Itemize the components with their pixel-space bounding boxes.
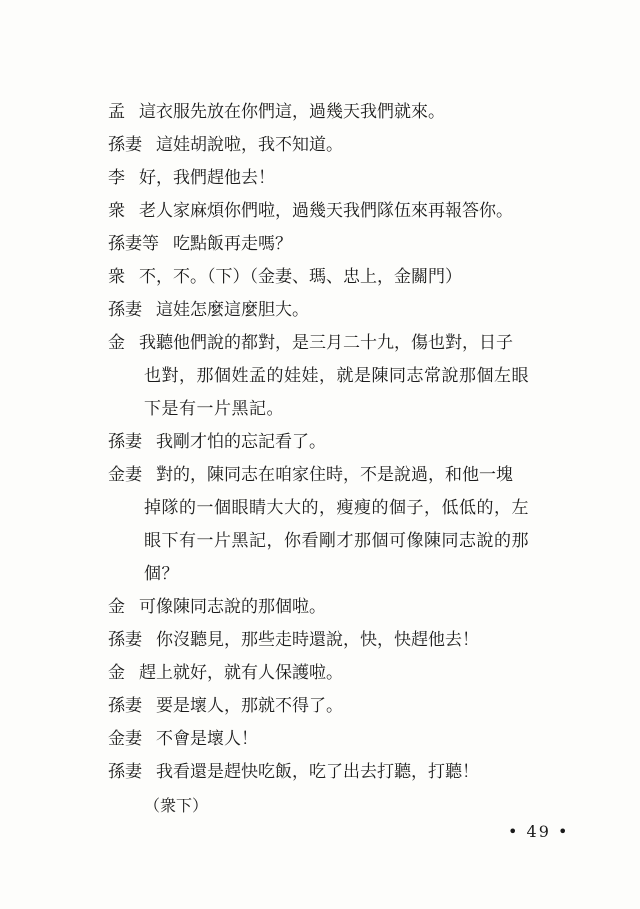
speaker-name: 衆	[108, 267, 125, 287]
speech-text: 可像陳同志說的那個啦。	[139, 597, 326, 617]
speaker-name: 孟	[108, 102, 125, 122]
speaker-name: 衆	[108, 201, 125, 221]
speech-continuation: 掉隊的一個眼睛大大的，瘦瘦的個子，低低的，左	[144, 498, 529, 518]
speaker-name: 金	[108, 663, 125, 683]
speaker-name: 孫妻	[108, 630, 142, 650]
dialogue-line	[108, 426, 598, 459]
speech-text: 這衣服先放在你們這，過幾天我們就來。	[139, 102, 445, 122]
speech-text: 吃點飯再走嗎？	[173, 234, 292, 254]
dialogue-line	[108, 657, 598, 690]
dialogue-line	[108, 228, 598, 261]
speech-text: 要是壞人，那就不得了。	[156, 696, 343, 716]
dialogue-line	[108, 459, 598, 492]
speech-text: 好，我們趕他去！	[139, 168, 275, 188]
speech-text: 這娃怎麼這麼胆大。	[156, 300, 309, 320]
speech-text: 這娃胡說啦，我不知道。	[156, 135, 343, 155]
speech-continuation: 也對，那個姓孟的娃娃，就是陳同志常說那個左眼	[144, 366, 529, 386]
page-number: • 49 •	[508, 822, 570, 841]
speaker-name: 孫妻等	[108, 234, 159, 254]
speech-text: 老人家麻煩你們啦，過幾天我們隊伍來再報答你。	[139, 201, 513, 221]
dialogue-line	[108, 723, 598, 756]
dialogue-line	[108, 195, 598, 228]
dialogue-line	[108, 591, 598, 624]
dialogue-line	[108, 756, 598, 789]
speech-text: 不，不。（下）（金妻、瑪、忠上，金關門）	[139, 267, 462, 287]
dialogue-line	[108, 261, 598, 294]
speech-continuation: 下是有一片黑記。	[144, 399, 284, 419]
speaker-name: 李	[108, 168, 125, 188]
speaker-name: 孫妻	[108, 432, 142, 452]
speaker-name: 孫妻	[108, 300, 142, 320]
speaker-name: 孫妻	[108, 696, 142, 716]
speech-text: 對的，陳同志在咱家住時，不是說過，和他一塊	[156, 465, 513, 485]
script-text	[108, 96, 598, 822]
dialogue-line	[108, 96, 598, 129]
stage-direction: （衆下）	[144, 796, 209, 815]
dialogue-line	[108, 624, 598, 657]
speech-text: 不會是壞人！	[156, 729, 258, 749]
dialogue-line	[108, 690, 598, 723]
dialogue-line	[108, 162, 598, 195]
speaker-name: 金	[108, 333, 125, 353]
speech-continuation: 個？	[144, 564, 179, 584]
speaker-name: 金妻	[108, 465, 142, 485]
speech-continuation: 眼下有一片黑記，你看剛才那個可像陳同志說的那	[144, 531, 529, 551]
speech-text: 我看還是趕快吃飯，吃了出去打聽，打聽！	[156, 762, 479, 782]
speaker-name: 孫妻	[108, 135, 142, 155]
speech-text: 我剛才怕的忘記看了。	[156, 432, 326, 452]
speech-text: 你沒聽見，那些走時還說，快，快趕他去！	[156, 630, 479, 650]
speaker-name: 孫妻	[108, 762, 142, 782]
speech-text: 我聽他們說的都對，是三月二十九，傷也對，日子	[139, 333, 513, 353]
speech-text: 趕上就好，就有人保護啦。	[139, 663, 343, 683]
speaker-name: 金妻	[108, 729, 142, 749]
dialogue-line	[108, 294, 598, 327]
dialogue-line	[108, 327, 598, 360]
dialogue-line	[108, 129, 598, 162]
speaker-name: 金	[108, 597, 125, 617]
